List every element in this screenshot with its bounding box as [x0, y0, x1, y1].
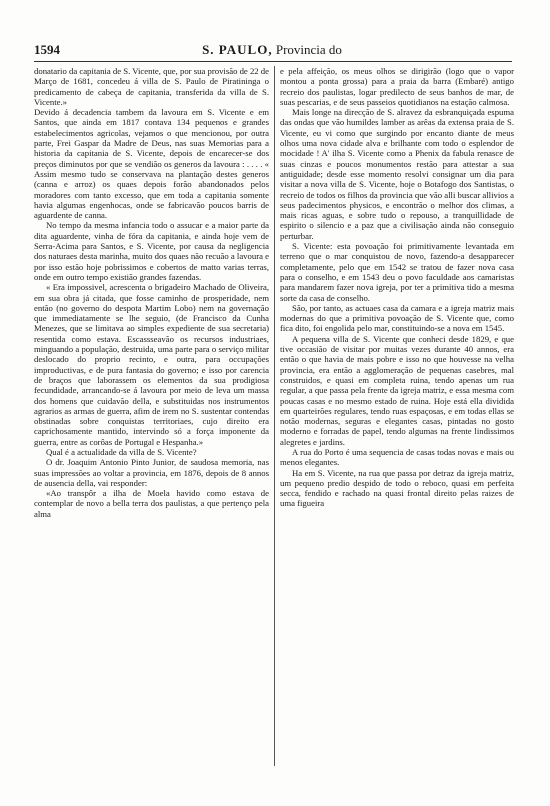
right-column	[280, 66, 514, 509]
paragraph: e pela affeição, os meus olhos se dirigirão (logo que o vapor montou a ponta grossa) para a praia da barra (Embaré) antigo recreio dos paulistas, logar predilecto de seus banhos de mar, de suas pescarias, e de seus passeios quotidianos na estação calmosa.	[280, 66, 514, 107]
paragraph: « Era impossivel, acrescenta o brigadeiro Machado de Oliveira, em sua obra já citada, que fosse caminho de prosperidade, nem então (no governo do despota Martim Lobo) nem na governação que immediatamente se lhe seguio, (de Francisco da Cunha Menezes, que se limitava ao simples expediente de sua secretaria) resentida como estava. Escassseavão os recursos industriaes, minguando a população, destruida, uma parte para o serviço militar deslocado do proprio recinto, e outra, para occupações improductivas, e de pura fantasia do governo; e isso por carencia de braços que laborassem os elementos da sua prodigiosa fecundidade, arrancando-se á lavoura por meio de leva um massa dos homens que cuidavão della, e substituidas nos instrumentos agrarios as armas de guerra, afim de irem no S. sustentar contendas obstinadas sobre conquistas territoriaes, cujo direito era caprichosamente mantido, intervindo só a força imponente da guerra, entre as corôas de Portugal e Hespanha.»	[34, 282, 269, 447]
paragraph: São, por tanto, as actuaes casa da camara e a igreja matriz mais modernas do que a primitiva povoação de S. Vicente que, como fica dito, foi engolida pelo mar, constituindo-se a nova em 1545.	[280, 302, 514, 334]
paragraph: donatario da capitania de S. Vicente, que, por sua provisão de 22 de Março de 1681, concedeu á villa de S. Paulo de Piratininga o predicamento de cabeça de capitania, transferida da villa de S. Vicente.»	[34, 66, 270, 107]
title-sub: Provincia do	[275, 42, 342, 57]
paragraph: S. Vicente: esta povoação foi primitivamente levantada em terreno que o mar conquistou de novo, fazendo-a desapparecer completamente, pelo que em 1542 se tratou de fazer nova casa para o conselho, e em 1543 deu o povo faculdade aos camaristas para mandarem fazer nova igreja, por ter a primitiva tido a mesma sorte da casa de conselho.	[280, 241, 514, 303]
paragraph: Qual é a actualidade da villa de S. Vicente?	[46, 446, 197, 457]
running-title	[34, 42, 510, 58]
paragraph: «Ao transpôr a ilha de Moela havido como estava de contemplar de novo a bella terra dos paulistas, a que pertenço pela alma	[34, 488, 269, 519]
left-column	[34, 66, 269, 519]
paragraph: No tempo da mesma infancia todo o assucar e a maior parte da dita aguardente, vinha de fóra da capitania, e ainda hoje vem de Serra-Acima para Santos, e S. Vicente, por causa da negligencia dos naturaes desta marinha, muito dos quaes não recuão a lavoura e por isso estão hoje pobrissimos e cobertos de matto varias terras, onde em outro tempo existião grandes fazendas.	[34, 220, 269, 282]
paragraph: Ha em S. Vicente, na rua que passa por detraz da igreja matriz, um pequeno predio despido de todo o reboco, quasi em perfeita secca, fendido e rachado na quasi frontal direito pelas raizes de uma figueira	[280, 467, 514, 509]
paragraph: A pequena villa de S. Vicente que conheci desde 1829, e que tive occasião de visitar por muitas vezes durante 40 annos, era então o que havia de mais pobre e isso no que houvesse na velha provincia, era então a agglomeração de pequenas casebres, mal construidos, e quasi em completa ruina, tendo apenas um rua regular, a que passa pela frente da igreja matriz, e essa mesma com poucas casas e no mesmo estado de ruina. Hoje está ella dividida em quarteirões regulares, tendo ruas espaçosas, e em todas ellas se notão modernas, seguras e elegantes casas, pintadas no gosto moderno e forradas de papel, tendo algumas na frente lindissimos alegretes e jardins.	[280, 333, 514, 447]
paragraph: Devido á decadencia tambem da lavoura em S. Vicente e em Santos, que ainda em 1817 contava 134 pequenos e grandes estabelecimentos agricolas, vejamos o que mencionou, por outra parte, Frei Gaspar da Madre de Deus, nas suas Memorias para a historia da capitania de S. Vicente, depois de encarecer-se dos preços diminutos por que se vendião os generos da lavoura : . . . . « Assim mesmo tudo se conservava na plantação destes generos (canna e arroz) os quaes depois forão abandonados pelos moradores com tanto excesso, que em toda a capitania somente havia algumas engenhocas, onde se fabricavão poucos barris de aguardente de canna.	[34, 107, 269, 221]
paragraph: Mais longe na direcção de S. alravez da esbranquiçada espuma das ondas que vão humildes lamber as arêas da extensa praia de S. Vicente, eu vi como que surgindo por encanto diante de meus olhos uma nova cidade alva e brilhante com todo o esplendor de mocidade ! A' ilha S. Vicente como a Phenix da fabula renasce de suas cinzas e poucos monumentos restão para attestar a sua antiguidade; desde esse momento resolvi consignar um dia para visitar a nova villa de S. Vicente, hoje o Botafogo dos Santistas, o recreio de todos os filhos da provincia que vão alli buscar allivios a seus padecimentos physicos, e encontrão o melhor dos climas, a mais ricas aguas, e sobre tudo o repouso, a tranquillidade de espirito o silencio e a paz que a civilisação ainda não conseguio perturbar.	[280, 107, 515, 241]
page-header	[34, 42, 510, 62]
paragraph: A rua do Porto é uma sequencia de casas todas novas e mais ou menos elegantes.	[280, 446, 514, 468]
paragraph: O dr. Joaquim Antonio Pinto Junior, de saudosa memoria, nas suas impressões ao voltar a provincia, em 1876, depois de 8 annos de ausencia della, vai responder:	[34, 457, 269, 488]
page-number: 1594	[34, 42, 60, 57]
header-rule	[34, 61, 512, 62]
title-main: S. PAULO,	[202, 42, 273, 57]
column-rule	[274, 66, 275, 766]
